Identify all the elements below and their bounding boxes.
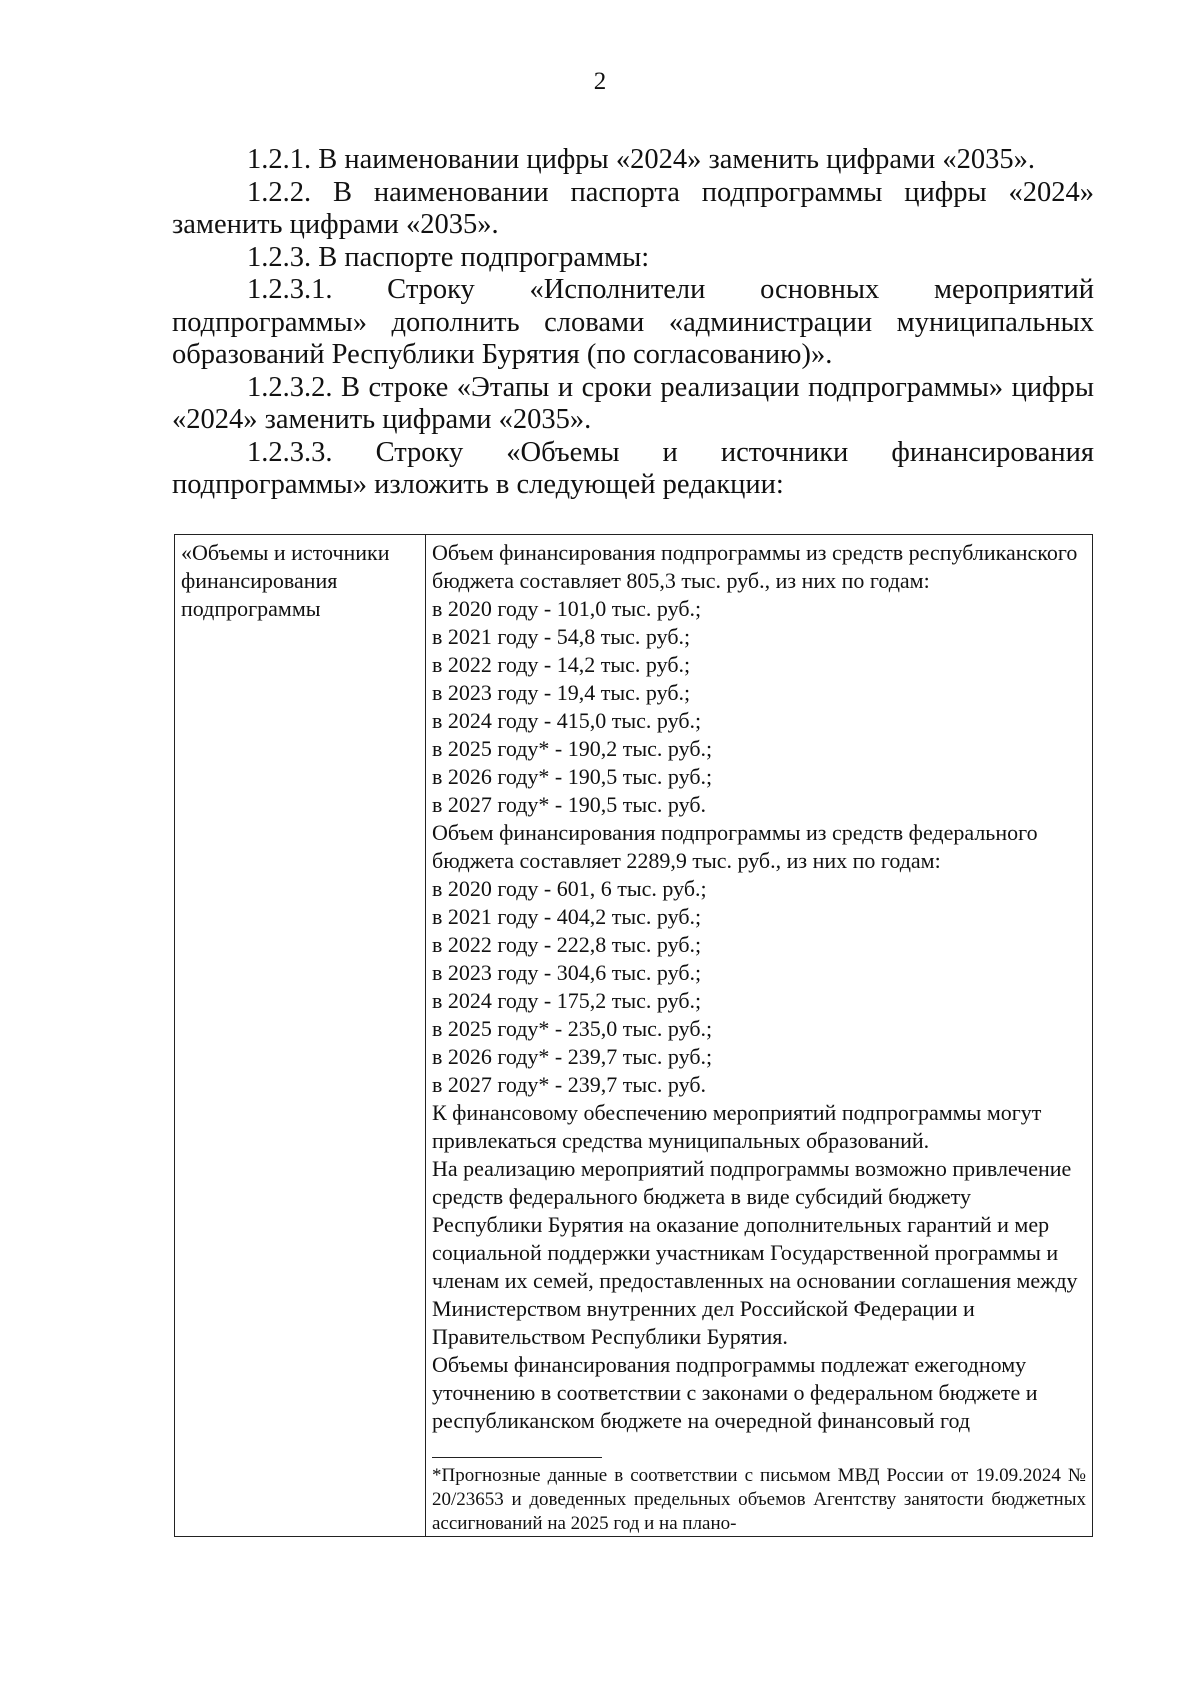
federal-year-2025: в 2025 году* - 235,0 тыс. руб.; [432,1016,713,1041]
federal-year-2022: в 2022 году - 222,8 тыс. руб.; [432,932,702,957]
financing-table [174,534,1093,1537]
federal-budget-intro: Объем финансирования подпрограммы из средств федерального бюджета составляет 2289,9 тыс. руб., из них по годам: [432,820,1038,873]
table-row [175,535,1093,1537]
footnote-separator [432,1457,602,1458]
amendment-paragraphs [172,144,1094,502]
republic-year-2024: в 2024 году - 415,0 тыс. руб.; [432,708,702,733]
republic-year-2022: в 2022 году - 14,2 тыс. руб.; [432,652,691,677]
federal-year-2026: в 2026 году* - 239,7 тыс. руб.; [432,1044,713,1069]
federal-subsidy-note: На реализацию мероприятий подпрограммы возможно привлечение средств федерального бюджета в виде субсидий бюджету Республики Бурятия на оказание дополнительных гарантий и мер социальной поддержки участникам Государственной программы и членам их семей, предоставленных на основании соглашения между Министерством внутренних дел Российской Федерации и Правительством Республики Бурятия. [432,1156,1078,1349]
federal-year-2023: в 2023 году - 304,6 тыс. руб.; [432,960,702,985]
paragraph-1-2-2: 1.2.2. В наименовании паспорта подпрограммы цифры «2024» заменить цифрами «2035». [172,176,1094,240]
republic-year-2023: в 2023 году - 19,4 тыс. руб.; [432,680,691,705]
paragraph-1-2-3-2: 1.2.3.2. В строке «Этапы и сроки реализации подпрограммы» цифры «2024» заменить цифрами «2035». [172,371,1094,435]
paragraph-1-2-3: 1.2.3. В паспорте подпрограммы: [247,241,650,273]
republic-budget-intro: Объем финансирования подпрограммы из средств республиканского бюджета составляет 805,3 тыс. руб., из них по годам: [432,540,1078,593]
paragraph-1-2-3-1: 1.2.3.1. Строку «Исполнители основных мероприятий подпрограммы» дополнить словами «администрации муниципальных образований Республики Бурятия (по согласованию)». [172,274,1094,370]
annual-clarification-note: Объемы финансирования подпрограммы подлежат ежегодному уточнению в соответствии с законами о федеральном бюджете и республиканском бюджете на очередной финансовый год [432,1352,1038,1433]
row-label [175,535,426,1537]
republic-year-2027: в 2027 году* - 190,5 тыс. руб. [432,792,707,817]
federal-year-2027: в 2027 году* - 239,7 тыс. руб. [432,1072,707,1097]
republic-year-2026: в 2026 году* - 190,5 тыс. руб.; [432,764,713,789]
republic-year-2025: в 2025 году* - 190,2 тыс. руб.; [432,736,713,761]
republic-year-2021: в 2021 году - 54,8 тыс. руб.; [432,624,691,649]
paragraph-1-2-3-3: 1.2.3.3. Строку «Объемы и источники финансирования подпрограммы» изложить в следующей редакции: [172,436,1094,500]
municipal-funding-note: К финансовому обеспечению мероприятий подпрограммы могут привлекаться средства муниципальных образований. [432,1100,1042,1153]
row-content [426,535,1093,1537]
footnote: *Прогнозные данные в соответствии с письмом МВД России от 19.09.2024 № 20/23653 и доведенных предельных объемов Агентству занятости бюджетных ассигнований на 2025 год и на плано- [432,1465,1086,1534]
federal-year-2021: в 2021 году - 404,2 тыс. руб.; [432,904,702,929]
federal-year-2020: в 2020 году - 601, 6 тыс. руб.; [432,876,707,901]
page-number: 2 [593,68,607,95]
federal-year-2024: в 2024 году - 175,2 тыс. руб.; [432,988,702,1013]
row-label-text: «Объемы и источники финансирования подпрограммы [181,540,390,621]
paragraph-1-2-1: 1.2.1. В наименовании цифры «2024» заменить цифрами «2035». [247,144,1036,175]
republic-year-2020: в 2020 году - 101,0 тыс. руб.; [432,596,702,621]
